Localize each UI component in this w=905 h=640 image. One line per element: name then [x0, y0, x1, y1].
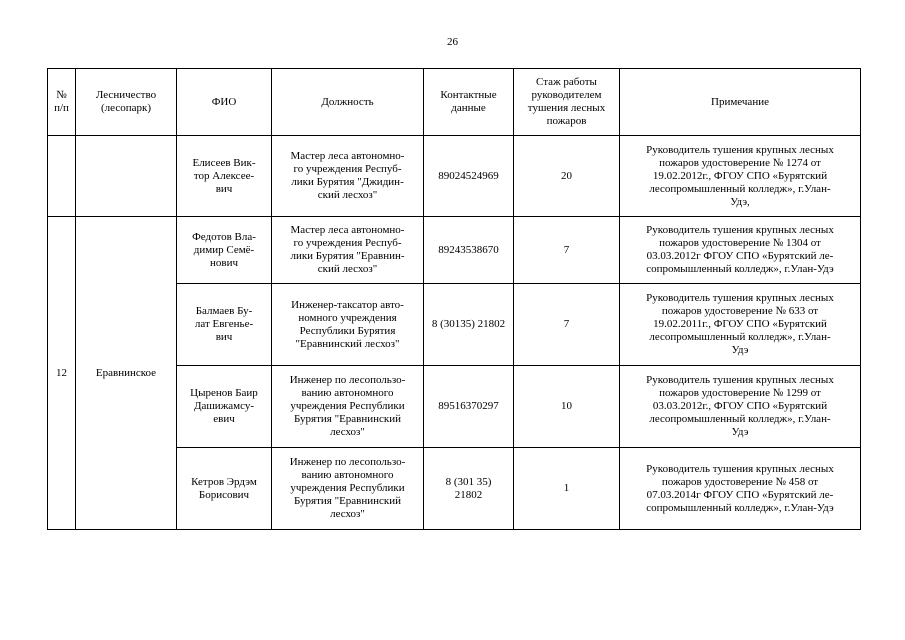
note-cell: Руководитель тушения крупных лесных пожаров удостоверение № 633 от 19.02.2011г., ФГОУ СПО «Бурятский лесопромышленный колледж», г.Улан- Удэ — [620, 284, 861, 366]
fio-cell: Кетров Эрдэм Борисович — [177, 448, 272, 530]
row-num-cell — [48, 136, 76, 217]
header-fio: ФИО — [177, 69, 272, 136]
experience-cell: 1 — [514, 448, 620, 530]
firefighting-leaders-table — [47, 68, 861, 530]
header-note: Примечание — [620, 69, 861, 136]
position-cell: Инженер по лесопользо- ванию автономного учреждения Республики Бурятия "Еравнинский лесхоз" — [272, 366, 424, 448]
page-number: 26 — [447, 36, 458, 48]
fio-cell: Федотов Вла- димир Семё- нович — [177, 217, 272, 284]
header-forestry: Лесничество (лесопарк) — [76, 69, 177, 136]
fio-cell: Балмаев Бу- лат Евгенье- вич — [177, 284, 272, 366]
experience-cell: 10 — [514, 366, 620, 448]
contacts-cell: 89024524969 — [424, 136, 514, 217]
table-row — [48, 217, 861, 284]
header-contacts: Контактные данные — [424, 69, 514, 136]
table-header-row — [48, 69, 861, 136]
position-cell: Инженер по лесопользо- ванию автономного учреждения Республики Бурятия "Еравнинский лесхоз" — [272, 448, 424, 530]
group-num-cell: 12 — [48, 217, 76, 530]
note-cell: Руководитель тушения крупных лесных пожаров удостоверение № 1274 от 19.02.2012г., ФГОУ СПО «Бурятский лесопромышленный колледж», г.Улан- Удэ, — [620, 136, 861, 217]
row-forestry-cell — [76, 136, 177, 217]
note-cell: Руководитель тушения крупных лесных пожаров удостоверение № 458 от 07.03.2014г ФГОУ СПО «Бурятский ле- сопромышленный колледж», г.Улан-Удэ — [620, 448, 861, 530]
fio-cell: Елисеев Вик- тор Алексее- вич — [177, 136, 272, 217]
experience-cell: 20 — [514, 136, 620, 217]
contacts-cell: 8 (301 35) 21802 — [424, 448, 514, 530]
contacts-cell: 8 (30135) 21802 — [424, 284, 514, 366]
position-cell: Мастер леса автономно- го учреждения Респуб- лики Бурятия "Еравнин- ский лесхоз" — [272, 217, 424, 284]
contacts-cell: 89516370297 — [424, 366, 514, 448]
table-row — [48, 136, 861, 217]
header-position: Должность — [272, 69, 424, 136]
position-cell: Мастер леса автономно- го учреждения Респуб- лики Бурятия "Джидин- ский лесхоз" — [272, 136, 424, 217]
note-cell: Руководитель тушения крупных лесных пожаров удостоверение № 1299 от 03.03.2012г., ФГОУ СПО «Бурятский лесопромышленный колледж», г.Улан- Удэ — [620, 366, 861, 448]
header-num: № п/п — [48, 69, 76, 136]
note-cell: Руководитель тушения крупных лесных пожаров удостоверение № 1304 от 03.03.2012г ФГОУ СПО «Бурятский ле- сопромышленный колледж», г.Улан-Удэ — [620, 217, 861, 284]
fio-cell: Цыренов Баир Дашижамсу- евич — [177, 366, 272, 448]
group-forestry-cell: Еравнинское — [76, 217, 177, 530]
contacts-cell: 89243538670 — [424, 217, 514, 284]
header-experience: Стаж работы руководителем тушения лесных пожаров — [514, 69, 620, 136]
experience-cell: 7 — [514, 284, 620, 366]
experience-cell: 7 — [514, 217, 620, 284]
position-cell: Инженер-таксатор авто- номного учреждения Республики Бурятия "Еравнинский лесхоз" — [272, 284, 424, 366]
